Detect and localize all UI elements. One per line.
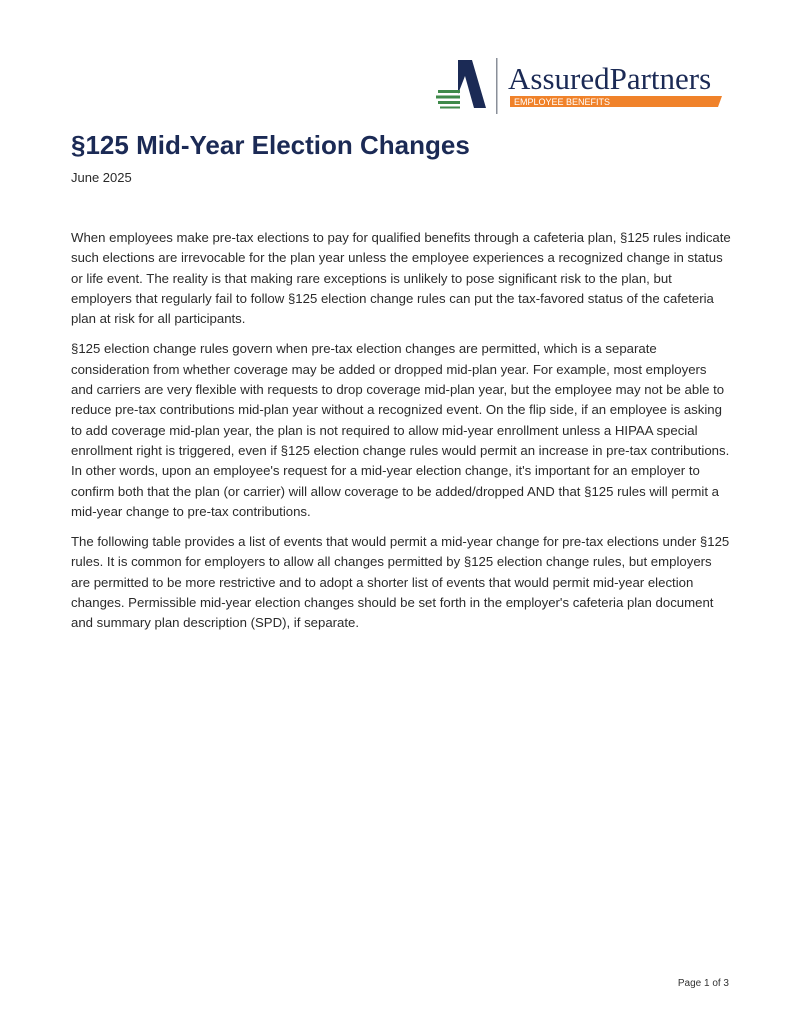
body-paragraph: The following table provides a list of events that would permit a mid-year change for pre-tax elections under §125 rules. It is common for employers to allow all changes permitted by §125 election change rules, but employers are permitted to be more restrictive and to adopt a shorter list of events that would permit mid-year election changes. Permissible mid-year election changes should be set forth in the employer's cafeteria plan document and summary plan description (SPD), if separate. [71, 534, 730, 631]
logo-tagline: EMPLOYEE BENEFITS [514, 97, 611, 108]
document-title: §125 Mid-Year Election Changes [71, 130, 470, 160]
logo-wordmark: AssuredPartners [508, 61, 712, 96]
page-number: Page 1 of 3 [677, 978, 729, 989]
body-paragraph: When employees make pre-tax elections to pay for qualified benefits through a cafeteria plan, §125 rules indicate such elections are irrevocable for the plan year unless the employee experiences a recognized change in status or life event. The reality is that making rare exceptions is unlikely to pose significant risk to the plan, but employers that regularly fail to follow §125 election change rules can put the tax-favored status of the cafeteria plan at risk for all participants. [71, 230, 731, 327]
document-date: June 2025 [71, 170, 132, 185]
logo-a-mark [458, 60, 486, 108]
logo-stripe [440, 107, 460, 109]
assuredpartners-logo [436, 56, 726, 116]
body-paragraph: §125 election change rules govern when pre-tax election changes are permitted, which is a separate consideration from whether coverage may be added or dropped mid-plan year. For example, most employers and carriers are very flexible with requests to drop coverage mid-plan year, but the employee may not be able to reduce pre-tax contributions mid-plan year without a recognized event. On the flip side, if an employee is asking to add coverage mid-plan year, the plan is not required to allow mid-year enrollment unless a HIPAA special enrollment right is triggered, even if §125 election change rules would permit an increase in pre-tax contributions. In other words, upon an employee's request for a mid-year election change, it's important for an employer to confirm both that the plan (or carrier) will allow coverage to be added/dropped AND that §125 rules will permit a mid-year change to pre-tax contributions. [71, 341, 730, 519]
logo-graphic [436, 56, 726, 116]
logo-divider [496, 58, 498, 114]
logo-stripe [438, 90, 460, 93]
logo-stripe [436, 96, 460, 99]
document-body [71, 228, 731, 644]
logo-stripe [438, 101, 460, 104]
